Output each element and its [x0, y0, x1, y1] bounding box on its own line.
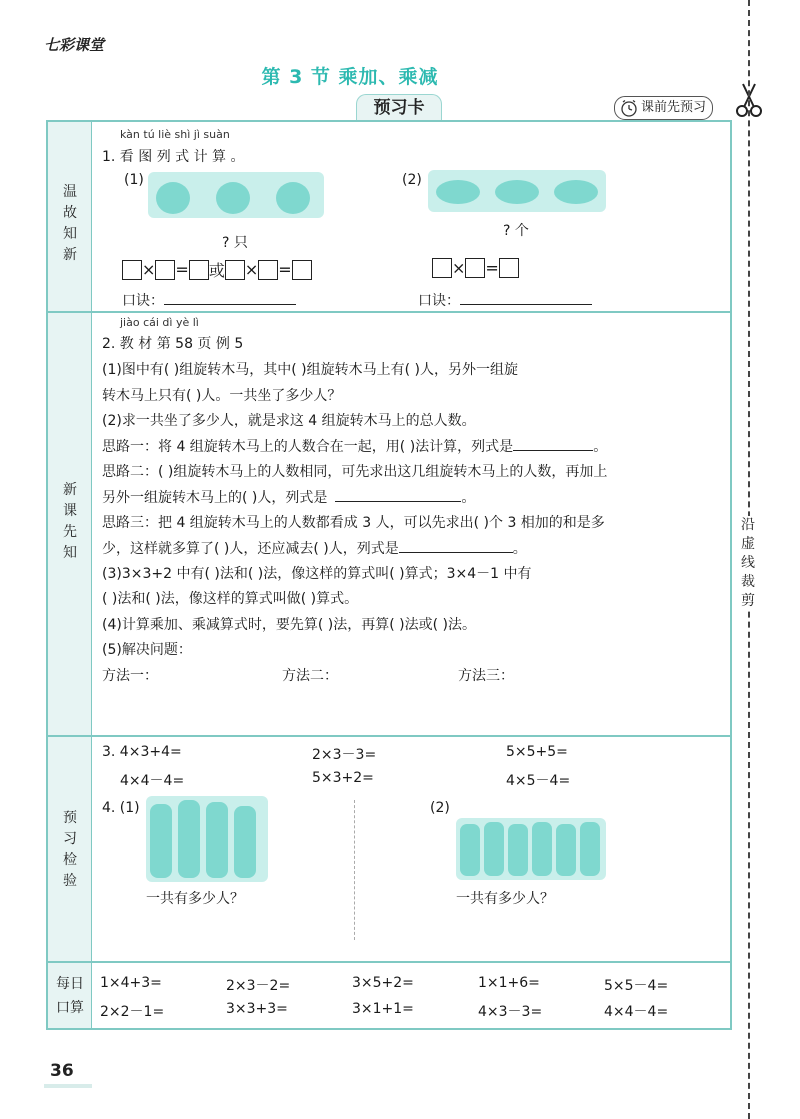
brand-logo: 七彩课堂: [44, 36, 105, 54]
method-1: 方法一：: [102, 668, 158, 684]
preview-tag-label: 课前先预习: [641, 100, 707, 115]
koujue-line-1: 口诀：: [122, 290, 296, 310]
cakes-picture: [428, 170, 606, 212]
pinyin: jiào cái dì yè lì: [120, 316, 199, 329]
daily-calc: 2×2－1=: [100, 1004, 165, 1020]
pinyin: kàn tú liè shì jì suàn: [120, 128, 230, 141]
daily-calc: 4×4－4=: [604, 1004, 669, 1020]
q1-part2-caption: ? 个: [503, 223, 529, 239]
answer-line[interactable]: [460, 290, 592, 305]
koujue-line-2: 口诀：: [418, 290, 592, 310]
daily-calc: 1×1+6=: [478, 975, 540, 991]
answer-box[interactable]: [225, 260, 245, 280]
q2-line: 思路一：将 4 组旋转木马上的人数合在一起，用( )法计算，列式是 。: [102, 436, 607, 456]
answer-box[interactable]: [258, 260, 278, 280]
method-3: 方法三：: [458, 668, 514, 684]
daily-calc: 4×3－3=: [478, 1004, 543, 1020]
divider: [46, 311, 732, 313]
q2-line: (3)3×3+2 中有( )法和( )法，像这样的算式叫( )算式；3×4－1 中有: [102, 566, 532, 582]
divider: [46, 735, 732, 737]
people-picture-2: [456, 818, 606, 880]
q2-line: 思路三：把 4 组旋转木马上的人数都看成 3 人，可以先求出( )个 3 相加的和是多: [102, 515, 605, 531]
calc: 5×3+2=: [312, 770, 374, 786]
mittens-picture: [148, 172, 324, 218]
answer-box[interactable]: [189, 260, 209, 280]
q1-equation-2: × =: [432, 258, 519, 278]
calc: 2×3－3=: [312, 747, 377, 763]
daily-calc: 1×4+3=: [100, 975, 162, 991]
q2-line: 思路二：( )组旋转木马上的人数相同，可先求出这几组旋转木马上的人数，再加上: [102, 464, 608, 480]
daily-calc: 2×3－2=: [226, 978, 291, 994]
q2-line: (4)计算乘加、乘减算式时，要先算( )法，再算( )法或( )法。: [102, 617, 476, 633]
answer-box[interactable]: [292, 260, 312, 280]
q2-line: (2)求一共坐了多少人，就是求这 4 组旋转木马上的总人数。: [102, 413, 476, 429]
answer-line[interactable]: [164, 290, 296, 305]
question-ask: 一共有多少人？: [146, 891, 244, 907]
section-label-review: 温故知新: [63, 184, 77, 263]
daily-calc: 5×5－4=: [604, 978, 669, 994]
daily-calc: 3×5+2=: [352, 975, 414, 991]
card-title: 预习卡: [356, 94, 442, 121]
answer-line[interactable]: [513, 436, 593, 451]
answer-box[interactable]: [499, 258, 519, 278]
divider: [46, 961, 732, 963]
daily-calc: 3×1+1=: [352, 1001, 414, 1017]
q4-part2-label: (2): [430, 800, 450, 816]
people-picture-1: [146, 796, 268, 882]
answer-box[interactable]: [155, 260, 175, 280]
question-1-title: 1. 看 图 列 式 计 算 。: [102, 149, 245, 165]
answer-line[interactable]: [335, 487, 461, 502]
calc: 5×5+5=: [506, 744, 568, 760]
section-label-daily: 每日口算: [56, 976, 84, 1016]
divider: [354, 800, 355, 940]
q1-part1-caption: ? 只: [222, 235, 248, 251]
q1-part1-label: (1): [124, 172, 144, 188]
section-title: 第 3 节 乘加、乘减: [261, 66, 439, 88]
answer-box[interactable]: [122, 260, 142, 280]
q2-line: 少，这样就多算了( )人，还应减去( )人，列式是 。: [102, 538, 527, 558]
daily-calc: 3×3+3=: [226, 1001, 288, 1017]
q2-line: (5)解决问题：: [102, 642, 192, 658]
page-number-bar: [44, 1084, 92, 1088]
calc: 4×5－4=: [506, 773, 571, 789]
q2-line: 转木马上只有( )人。一共坐了多少人？: [102, 388, 342, 404]
q2-line: (1)图中有( )组旋转木马，其中( )组旋转木马上有( )人，另外一组旋: [102, 362, 518, 378]
section-label-new: 新课先知: [63, 482, 77, 561]
method-2: 方法二：: [282, 668, 338, 684]
answer-box[interactable]: [465, 258, 485, 278]
preview-tag: [614, 96, 713, 120]
calc: 4×4－4=: [120, 773, 185, 789]
answer-line[interactable]: [399, 538, 513, 553]
question-4-title: 4. (1): [102, 800, 140, 816]
cut-label: 沿虚线裁剪: [741, 517, 755, 609]
q1-part2-label: (2): [402, 172, 422, 188]
page-number: 36: [50, 1061, 74, 1081]
section-label-check: 预习检验: [63, 810, 77, 889]
answer-box[interactable]: [432, 258, 452, 278]
question-ask: 一共有多少人？: [456, 891, 554, 907]
question-2-title: 2. 教 材 第 58 页 例 5: [102, 336, 244, 352]
q2-line: ( )法和( )法，像这样的算式叫做( )算式。: [102, 591, 359, 607]
calc: 3. 4×3+4=: [102, 744, 182, 760]
clock-icon: [620, 99, 638, 117]
q1-equation-1: × = 或 × =: [122, 258, 312, 281]
q2-line: 另外一组旋转木马上的( )人，列式是 。: [102, 487, 475, 507]
